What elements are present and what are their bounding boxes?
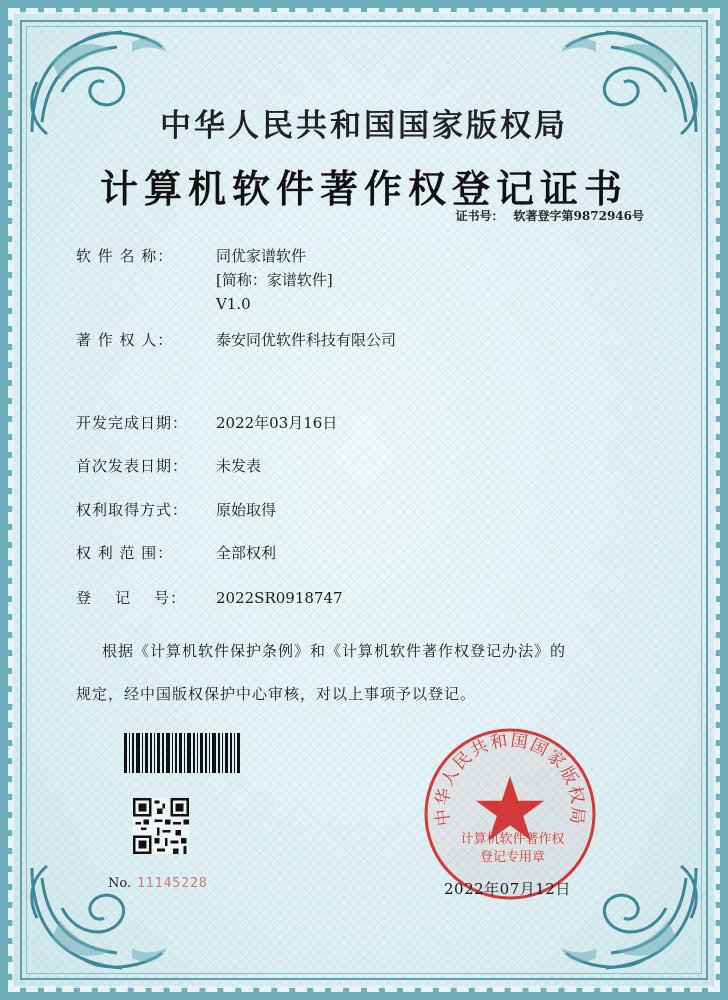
development-date-value: 2022年03月16日: [216, 414, 338, 432]
software-name-value-block: [216, 244, 333, 316]
field-registration-number: [76, 586, 343, 610]
qr-code-icon: [133, 798, 189, 854]
software-name-label: 软 件 名 称：: [76, 247, 174, 265]
rights-scope-label: 权 利 范 围：: [76, 544, 174, 562]
software-short-name: [简称：家谱软件]: [216, 271, 333, 289]
copyright-owner-value: 泰安同优软件科技有限公司: [216, 331, 397, 349]
software-version: V1.0: [216, 295, 251, 313]
seal-line-2: 登记专用章: [479, 850, 545, 865]
certificate-number: [456, 207, 644, 224]
field-first-publish-date: [76, 454, 261, 478]
certificate-number-label: 证书号：: [455, 209, 504, 223]
registration-number-label: 登 记 号：: [76, 589, 187, 607]
legal-text-line-2: 规定，经中国版权保护中心审核，对以上事项予以登记。: [76, 685, 477, 703]
issue-date: 2022年07月12日: [444, 880, 571, 898]
acquisition-method-label: 权利取得方式：: [76, 501, 189, 519]
software-name-value: 同优家谱软件: [216, 247, 307, 265]
field-development-date: [76, 411, 337, 435]
seal-ring-text: 中华人民共和国国家版权局: [432, 730, 588, 828]
first-publish-date-label: 首次发表日期：: [76, 457, 189, 475]
field-rights-scope: [76, 541, 276, 565]
certificate-title: 计算机软件著作权登记证书: [99, 166, 628, 211]
registration-number-value: 2022SR0918747: [216, 589, 343, 607]
development-date-label: 开发完成日期：: [76, 414, 189, 432]
barcode-icon: [124, 733, 240, 773]
copyright-owner-label: 著 作 权 人：: [76, 331, 174, 349]
serial-number-value: 11145228: [137, 876, 208, 891]
field-copyright-owner: [76, 328, 396, 352]
legal-text-line-1: 根据《计算机软件保护条例》和《计算机软件著作权登记办法》的: [102, 642, 567, 660]
serial-number: [108, 876, 208, 891]
serial-number-label: No.: [108, 876, 132, 891]
acquisition-method-value: 原始取得: [216, 501, 277, 519]
seal-line-1: 计算机软件著作权: [460, 832, 565, 847]
issuing-authority: 中华人民共和国国家版权局: [160, 108, 568, 144]
seal-inner-text: [455, 831, 570, 867]
first-publish-date-value: 未发表: [216, 457, 262, 475]
rights-scope-value: 全部权利: [216, 544, 277, 562]
field-software-name: [76, 244, 333, 316]
field-acquisition-method: [76, 498, 276, 522]
official-seal: [420, 724, 600, 904]
certificate-number-value: 软著登字第9872946号: [513, 209, 644, 223]
